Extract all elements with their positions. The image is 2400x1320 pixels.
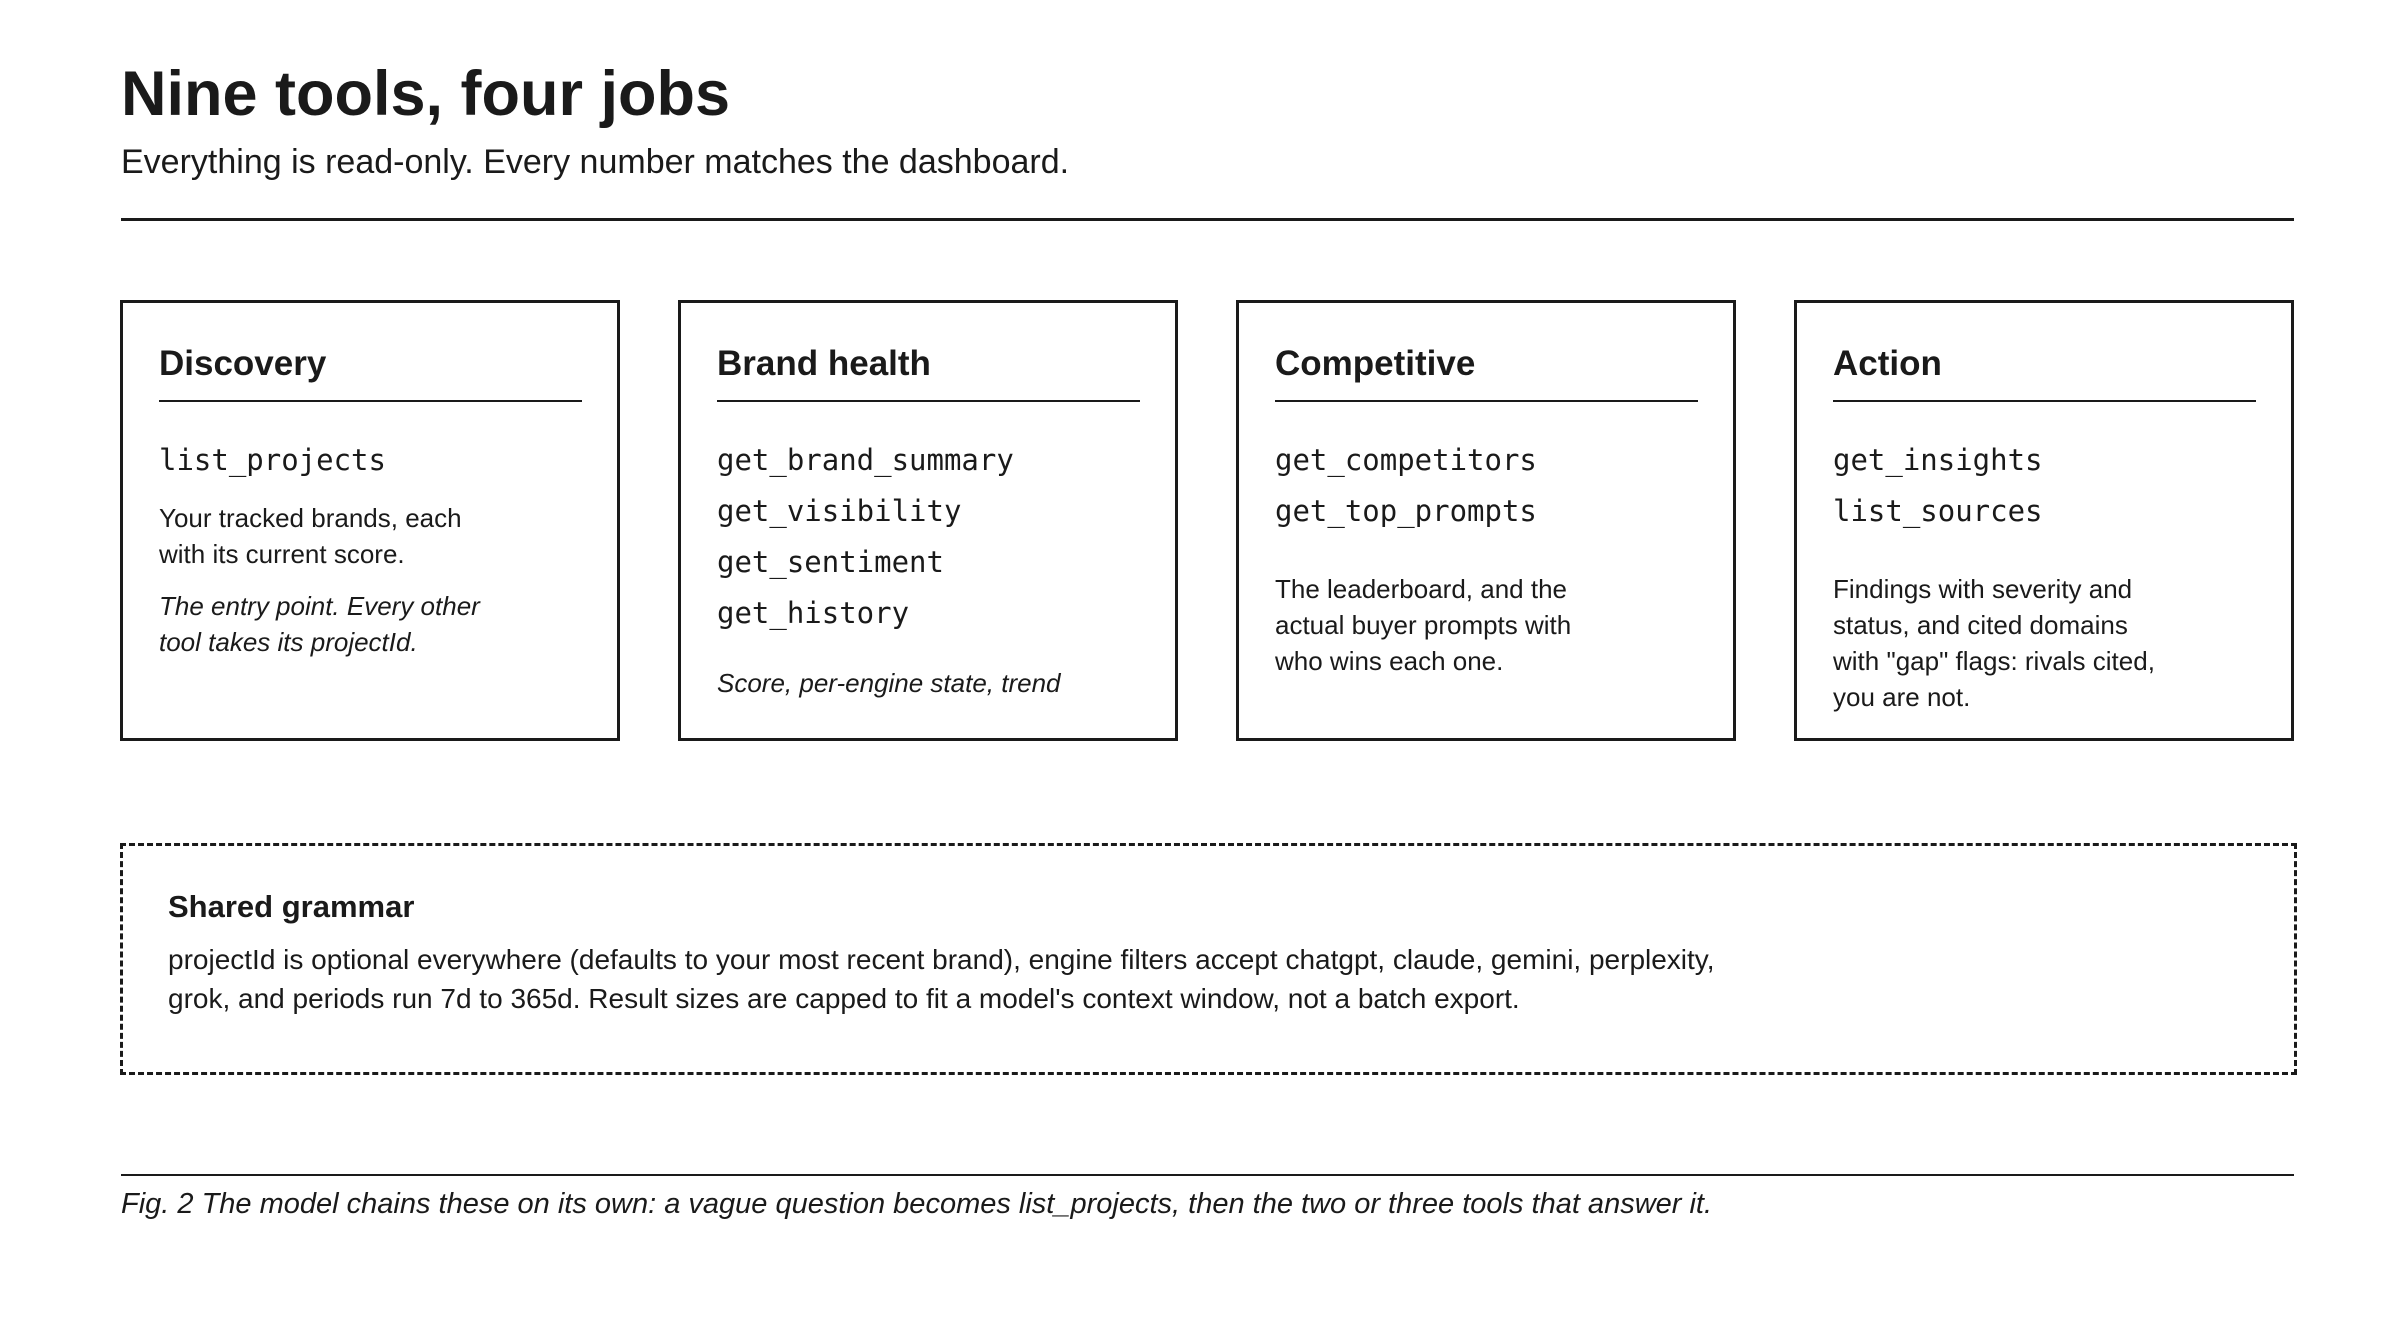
tool-name: get_brand_summary [717, 443, 1014, 477]
tool-name: get_sentiment [717, 545, 944, 579]
tool-name: list_projects [159, 443, 386, 477]
header-divider [121, 218, 2294, 221]
tool-name: list_sources [1833, 494, 2043, 528]
card-discovery [120, 300, 620, 741]
shared-grammar-box [120, 843, 2297, 1075]
card-note: Score, per-engine state, trend [717, 668, 1061, 698]
tool-name: get_insights [1833, 443, 2043, 477]
tool-name: get_visibility [717, 494, 962, 528]
card-description: The leaderboard, and the actual buyer prompts with who wins each one. [1275, 574, 1572, 676]
card-title: Brand health [717, 343, 1140, 402]
tool-name: get_top_prompts [1275, 494, 1537, 528]
tool-list [717, 435, 1140, 639]
card-action [1794, 300, 2294, 741]
card-title: Discovery [159, 343, 582, 402]
card-title: Competitive [1275, 343, 1698, 402]
figure-caption: Fig. 2 The model chains these on its own: a vague question becomes list_projects, then the two or three tools that answer it. [121, 1188, 1713, 1220]
tool-name: get_competitors [1275, 443, 1537, 477]
caption-divider [121, 1174, 2294, 1176]
shared-grammar-body: projectId is optional everywhere (defaults to your most recent brand), engine filters accept chatgpt, claude, gemini, perplexity, grok, and periods run 7d to 365d. Result sizes are capped to fit a model's context window, not a batch export. [168, 944, 1715, 1014]
shared-grammar-title: Shared grammar [168, 889, 415, 924]
tool-name: get_history [717, 596, 910, 630]
page-title: Nine tools, four jobs [121, 59, 730, 129]
page-subtitle: Everything is read-only. Every number matches the dashboard. [121, 143, 1070, 181]
tool-list [159, 435, 582, 486]
tool-list [1833, 435, 2256, 537]
card-brand-health [678, 300, 1178, 741]
card-description: Your tracked brands, each with its current score. [159, 503, 462, 569]
card-title: Action [1833, 343, 2256, 402]
tool-list [1275, 435, 1698, 537]
tool-groups [0, 300, 2400, 741]
card-description: Findings with severity and status, and cited domains with "gap" flags: rivals cited, you are not. [1833, 574, 2155, 712]
card-competitive [1236, 300, 1736, 741]
card-note: The entry point. Every other tool takes its projectId. [159, 591, 480, 657]
